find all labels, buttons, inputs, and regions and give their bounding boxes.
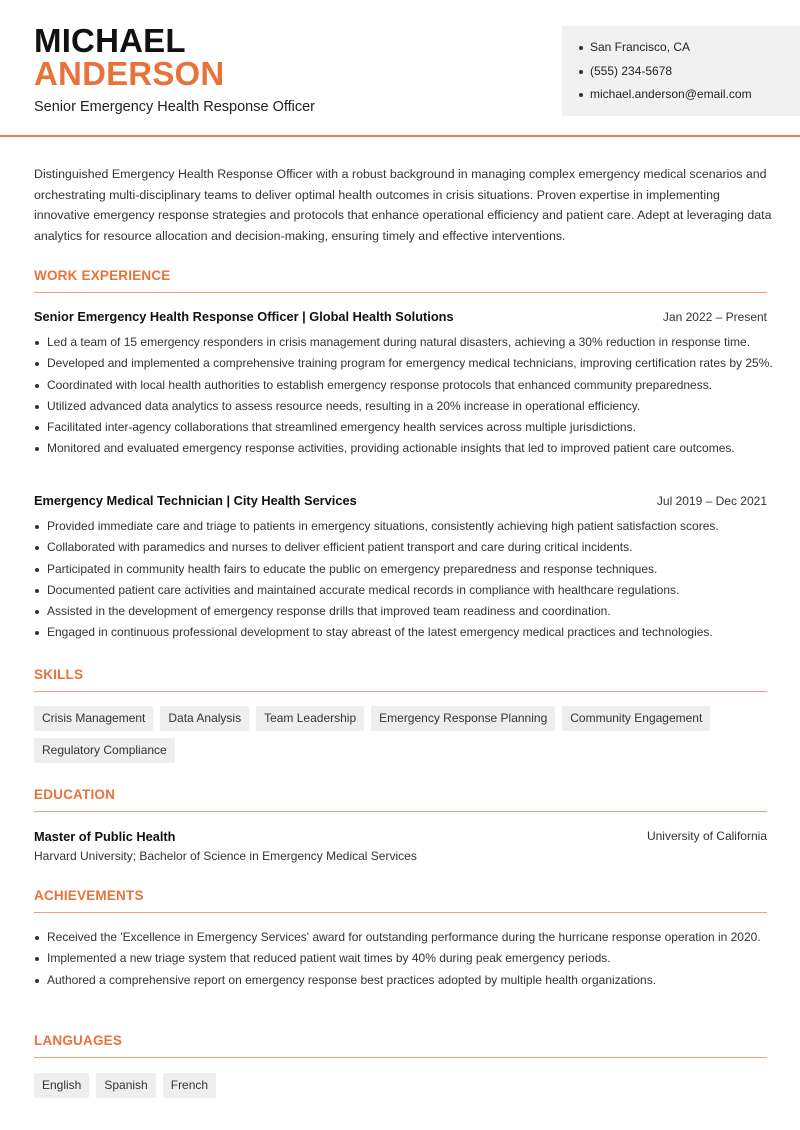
list-item: Monitored and evaluated emergency response activities, providing actionable insights that led to improved patient care outcomes. (34, 440, 774, 457)
skill-tag: Emergency Response Planning (371, 706, 555, 731)
job-header (34, 309, 767, 327)
section-title-achievements: ACHIEVEMENTS (34, 888, 767, 913)
list-item: Coordinated with local health authorities to establish emergency response protocols that enhanced community preparedness. (34, 377, 774, 394)
education-school: University of California (646, 829, 767, 843)
job-role: Emergency Medical Technician | City Health Services (34, 493, 357, 508)
education-detail: Harvard University; Bachelor of Science in Emergency Medical Services (34, 849, 417, 863)
skill-tag: Community Engagement (562, 706, 710, 731)
languages-list (34, 1073, 774, 1105)
list-item: Participated in community health fairs to educate the public on emergency preparedness and response techniques. (34, 561, 774, 578)
skill-tag: Crisis Management (34, 706, 153, 731)
job-header (34, 493, 767, 511)
list-item: Utilized advanced data analytics to assess resource needs, resulting in a 20% increase in operational efficiency. (34, 398, 774, 415)
section-title-education: EDUCATION (34, 787, 767, 812)
summary-paragraph: Distinguished Emergency Health Response Officer with a robust background in managing complex emergency medical scenarios and orchestrating multi-disciplinary teams to deliver optimal health outcomes in crisis situations. Proven expertise in implementing innovative emergency response strategies and protocols that enhance operational efficiency and patient care. Adept at leveraging data analytics for resource allocation and decision-making, ensuring timely and effective interventions. (34, 167, 772, 243)
achievements-list (34, 929, 774, 993)
contact-location: San Francisco, CA (578, 39, 752, 63)
skill-tag: Regulatory Compliance (34, 738, 175, 763)
contact-list (578, 39, 752, 110)
list-item: Facilitated inter-agency collaborations that streamlined emergency health services across multiple jurisdictions. (34, 419, 774, 436)
skill-tag: Team Leadership (256, 706, 364, 731)
resume-header (0, 0, 800, 137)
skill-tag: Data Analysis (160, 706, 249, 731)
list-item: Assisted in the development of emergency response drills that improved team readiness and coordination. (34, 603, 774, 620)
contact-email[interactable]: michael.anderson@email.com (578, 86, 752, 110)
skills-list (34, 706, 774, 770)
job-date: Jan 2022 – Present (662, 310, 767, 324)
list-item: Received the 'Excellence in Emergency Services' award for outstanding performance during the hurricane response operation in 2020. (34, 929, 774, 946)
job-bullets (34, 334, 774, 462)
last-name: ANDERSON (34, 55, 225, 92)
contact-phone: (555) 234-5678 (578, 63, 752, 87)
section-title-skills: SKILLS (34, 667, 767, 692)
list-item: Provided immediate care and triage to patients in emergency situations, consistently achieving high patient satisfaction scores. (34, 518, 774, 535)
job-date: Jul 2019 – Dec 2021 (656, 494, 767, 508)
list-item: Documented patient care activities and maintained accurate medical records in compliance with healthcare regulations. (34, 582, 774, 599)
list-item: Collaborated with paramedics and nurses to deliver efficient patient transport and care during critical incidents. (34, 539, 774, 556)
list-item: Engaged in continuous professional development to stay abreast of the latest emergency medical practices and technologies. (34, 624, 774, 641)
first-name: MICHAEL (34, 22, 186, 59)
language-tag: English (34, 1073, 89, 1098)
language-tag: French (163, 1073, 216, 1098)
job-role: Senior Emergency Health Response Officer | Global Health Solutions (34, 309, 454, 324)
job-bullets (34, 518, 774, 646)
contact-box (562, 26, 800, 116)
language-tag: Spanish (96, 1073, 155, 1098)
job-title: Senior Emergency Health Response Officer (34, 99, 316, 115)
list-item: Led a team of 15 emergency responders in crisis management during natural disasters, achieving a 30% reduction in response time. (34, 334, 774, 351)
section-title-work-experience: WORK EXPERIENCE (34, 268, 767, 293)
list-item: Authored a comprehensive report on emergency response best practices adopted by multiple health organizations. (34, 972, 774, 989)
education-degree: Master of Public Health (34, 829, 176, 844)
section-title-languages: LANGUAGES (34, 1033, 767, 1058)
list-item: Implemented a new triage system that reduced patient wait times by 40% during peak emergency periods. (34, 950, 774, 967)
list-item: Developed and implemented a comprehensive training program for emergency medical technicians, improving certification rates by 25%. (34, 355, 774, 372)
